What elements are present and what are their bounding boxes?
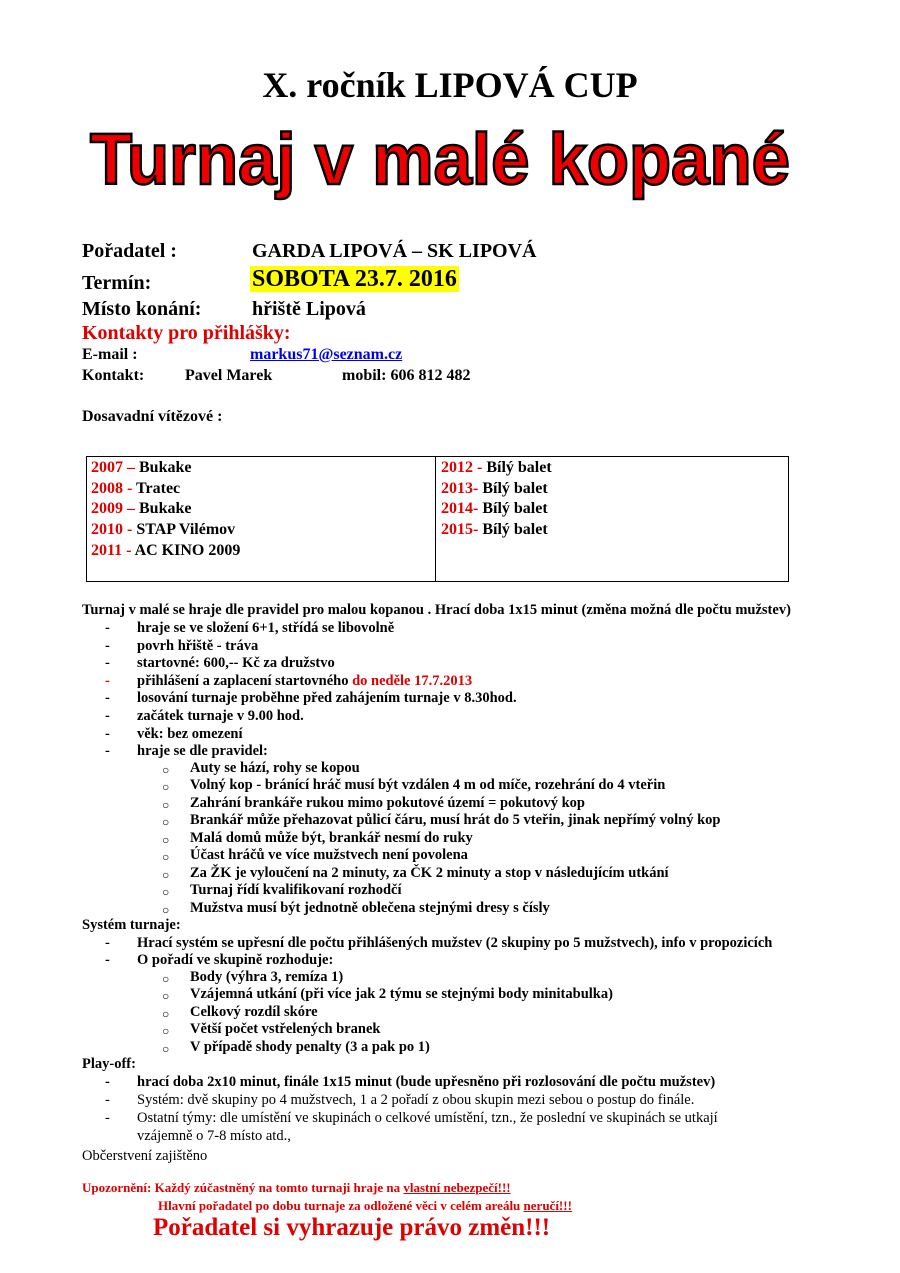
circle-bullet-icon: ○: [162, 850, 170, 864]
dash-bullet: -: [105, 620, 110, 636]
dash-bullet: -: [105, 726, 110, 742]
sub-rule: Turnaj řídí kvalifikovaní rozhodčí: [190, 882, 402, 898]
circle-bullet-icon: ○: [162, 1042, 170, 1056]
warning-line-1: Upozornění: Každý zúčastněný na tomto turnaji hraje na vlastní nebezpečí!!!: [82, 1180, 511, 1195]
place-value: hřiště Lipová: [252, 298, 366, 320]
dash-bullet: -: [105, 1074, 110, 1090]
page-title: X. ročník LIPOVÁ CUP: [262, 65, 638, 105]
order-item: Větší počet vstřelených branek: [190, 1021, 381, 1037]
sub-rule: Brankář může přehazovat půlicí čáru, musí hrát do 5 vteřin, jinak nepřímý volný kop: [190, 812, 721, 828]
sub-rule: Malá domů může být, brankář nesmí do ruky: [190, 830, 473, 846]
sub-rule: Auty se hází, rohy se kopou: [190, 760, 360, 776]
rule-item: věk: bez omezení: [137, 726, 243, 742]
rules-intro: Turnaj v malé se hraje dle pravidel pro malou kopanou . Hrací doba 1x15 minut (změna možná dle počtu mužstev): [82, 602, 791, 618]
playoff-heading: Play-off:: [82, 1056, 136, 1072]
playoff-item-cont: vzájemně o 7-8 místo atd.,: [137, 1128, 291, 1144]
winner-row: 2014- Bílý balet: [441, 500, 548, 517]
dash-bullet: -: [105, 655, 110, 671]
organizer-value: GARDA LIPOVÁ – SK LIPOVÁ: [252, 240, 537, 262]
rule-item-deadline: přihlášení a zaplacení startovného do neděle 17.7.2013: [137, 673, 473, 689]
dash-bullet: -: [105, 1092, 110, 1108]
place-label: Místo konání:: [82, 298, 202, 320]
contact-label: Kontakt:: [82, 367, 145, 384]
dash-bullet: -: [105, 690, 110, 706]
contacts-heading: Kontakty pro přihlášky:: [82, 322, 291, 344]
date-highlight: [250, 266, 459, 293]
circle-bullet-icon: ○: [162, 903, 170, 917]
order-item: Body (výhra 3, remíza 1): [190, 969, 344, 985]
sub-rule: Zahrání brankáře rukou mimo pokutové území = pokutový kop: [190, 795, 585, 811]
rule-item: povrh hřiště - tráva: [137, 638, 259, 654]
winners-divider: [435, 457, 436, 581]
sub-rule: Za ŽK je vyloučení na 2 minuty, za ČK 2 minuty a stop v následujícím utkání: [190, 865, 669, 881]
system-item: Hrací systém se upřesní dle počtu přihlášených mužstev (2 skupiny po 5 mužstvech), info v propozicích: [137, 935, 773, 951]
circle-bullet-icon: ○: [162, 798, 170, 812]
organizer-label: Pořadatel :: [82, 240, 177, 262]
final-notice: Pořadatel si vyhrazuje právo změn!!!: [153, 1214, 551, 1241]
playoff-item: Ostatní týmy: dle umístění ve skupinách o celkové umístění, tzn., že poslední ve skupinách se utkají: [137, 1110, 718, 1126]
dash-bullet: -: [105, 952, 110, 968]
playoff-item: hrací doba 2x10 minut, finále 1x15 minut (bude upřesněno při rozlosování dle počtu mužstev): [137, 1074, 716, 1090]
date-label: Termín:: [82, 272, 152, 294]
system-item: O pořadí ve skupině rozhoduje:: [137, 952, 334, 968]
winner-row: 2008 - Tratec: [91, 480, 181, 497]
rule-item: losování turnaje proběhne před zahájením turnaje v 8.30hod.: [137, 690, 517, 706]
sub-rule: Mužstva musí být jednotně oblečena stejnými dresy s čísly: [190, 900, 550, 916]
banner-text: Turnaj v malé kopané: [90, 120, 790, 200]
circle-bullet-icon: ○: [162, 1024, 170, 1038]
system-heading: Systém turnaje:: [82, 917, 181, 933]
winner-row: 2015- Bílý balet: [441, 521, 548, 538]
contact-name: Pavel Marek: [185, 367, 273, 384]
dash-bullet: -: [105, 935, 110, 951]
winner-row: 2011 - AC KINO 2009: [91, 542, 241, 559]
circle-bullet-icon: ○: [162, 868, 170, 882]
email-link[interactable]: markus71@seznam.cz: [250, 346, 403, 363]
warning-line-2: Hlavní pořadatel po dobu turnaje za odložené věci v celém areálu neručí!!!: [158, 1198, 572, 1213]
refreshment-note: Občerstvení zajištěno: [82, 1148, 208, 1164]
circle-bullet-icon: ○: [162, 989, 170, 1003]
email-link-wrap: [250, 346, 402, 364]
dash-bullet: -: [105, 743, 110, 759]
banner-heading: [80, 118, 800, 208]
dash-bullet: -: [105, 638, 110, 654]
circle-bullet-icon: ○: [162, 885, 170, 899]
contact-phone: mobil: 606 812 482: [342, 367, 471, 384]
winner-row: 2012 - Bílý balet: [441, 459, 552, 476]
winners-heading: Dosavadní vítězové :: [82, 408, 223, 425]
circle-bullet-icon: ○: [162, 763, 170, 777]
circle-bullet-icon: ○: [162, 972, 170, 986]
circle-bullet-icon: ○: [162, 833, 170, 847]
rule-item: hraje se ve složení 6+1, střídá se libovolně: [137, 620, 395, 636]
rule-item: začátek turnaje v 9.00 hod.: [137, 708, 304, 724]
order-item: Celkový rozdíl skóre: [190, 1004, 318, 1020]
sub-rule: Volný kop - bránící hráč musí být vzdálen 4 m od míče, rozehrání do 4 vteřin: [190, 777, 666, 793]
playoff-item: Systém: dvě skupiny po 4 mužstvech, 1 a 2 pořadí z obou skupin mezi sebou o postup do finále.: [137, 1092, 695, 1108]
rule-item: startovné: 600,-- Kč za družstvo: [137, 655, 335, 671]
winner-row: 2013- Bílý balet: [441, 480, 548, 497]
date-value: SOBOTA 23.7. 2016: [252, 266, 457, 292]
order-item: Vzájemná utkání (při více jak 2 týmu se stejnými body minitabulka): [190, 986, 613, 1002]
circle-bullet-icon: ○: [162, 815, 170, 829]
winner-row: 2010 - STAP Vilémov: [91, 521, 236, 538]
sub-rule: Účast hráčů ve více mužstvech není povolena: [190, 847, 468, 863]
circle-bullet-icon: ○: [162, 1007, 170, 1021]
winner-row: 2009 – Bukake: [91, 500, 192, 517]
dash-bullet: -: [105, 673, 110, 689]
winners-table: [86, 456, 789, 582]
dash-bullet: -: [105, 1110, 110, 1126]
email-label: E-mail :: [82, 346, 138, 363]
circle-bullet-icon: ○: [162, 780, 170, 794]
dash-bullet: -: [105, 708, 110, 724]
rule-item: hraje se dle pravidel:: [137, 743, 268, 759]
winner-row: 2007 – Bukake: [91, 459, 192, 476]
order-item: V případě shody penalty (3 a pak po 1): [190, 1039, 430, 1055]
